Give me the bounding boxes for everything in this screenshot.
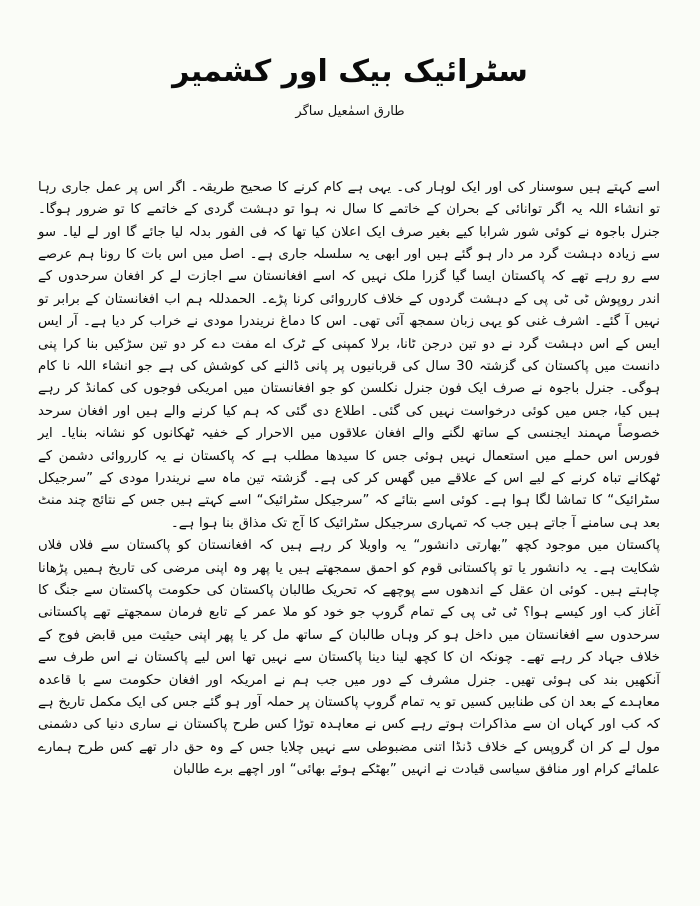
- article-body: [0, 121, 700, 782]
- article-masthead: [0, 0, 700, 121]
- article-byline: طارق اسمٰعیل ساگر: [295, 103, 405, 119]
- article-paragraph: پاکستان میں موجود کچھ ”بھارتی دانشور“ یہ واویلا کر رہے ہیں کہ افغانستان کو پاکستان سے فلاں فلاں شکایت ہے۔ یہ دانشور یا تو پاکستانی قوم کو احمق سمجھتے ہیں یا پھر وہ اپنی مرضی کی تاریخ ہمیں پڑھانا چاہتے ہیں۔ کوئی ان عقل کے اندھوں سے پوچھے کہ تحریک طالبان پاکستان کی حکومت پاکستان سے جنگ کا آغاز کب اور کیسے ہوا؟ ٹی ٹی پی کے تمام گروپ جو خود کو ملا عمر کے تابع فرمان سمجھتے تھے پاکستانی سرحدوں سے افغانستان میں داخل ہو کر وہاں طالبان کے ساتھ مل کر یا پھر اپنی حیثیت میں قابض فوج کے خلاف جہاد کر رہے تھے۔ چونکہ ان کا کچھ لینا دینا پاکستان سے نہیں تھا اس لیے پاکستان نے اس طرف سے آنکھیں بند کی ہوئی تھیں۔ جنرل مشرف کے دور میں جب ہم نے امریکہ اور افغان حکومت سے با قاعدہ معاہدے کے بعد ان کی طنابیں کسیں تو یہ تمام گروپ پاکستان پر حملہ آور ہو گئے جس کی ایک مکمل تاریخ ہے کہ کب اور کہاں ان سے مذاکرات ہوتے رہے کس نے معاہدہ توڑا کس طرح پاکستان نے ساری دنیا کی دشمنی مول لے کر ان گروپس کے خلاف ڈنڈا اتنی مضبوطی سے نہیں چلایا جس کے وہ حق دار تھے کس طرح ہمارے علمائے کرام اور منافق سیاسی قیادت نے انہیں ”بھٹکے ہوئے بھائی“ اور اچھے برے طالبان: [38, 538, 660, 778]
- article-paragraph: اسے کہتے ہیں سوسنار کی اور ایک لوہار کی۔ یہی ہے کام کرنے کا صحیح طریقہ۔ اگر اس پر عمل جاری رہا تو انشاء اللہ یہ اگر توانائی کے بحران کے خاتمے کا سال نہ ہوا تو دہشت گردی کے خاتمے کا تو ضرور ہوگا۔ جنرل باجوہ نے کوئی شور شرابا کیے بغیر صرف ایک اعلان کیا تھا کہ فی الفور بدلہ لیا جائے گا اور لے لیا۔ سو سے زیادہ دہشت گرد مر دار ہو گئے ہیں اور ابھی یہ سلسلہ جاری ہے۔ اصل میں اس بات کا رونا ہم عرصے سے رو رہے تھے کہ پاکستان ایسا گیا گزرا ملک نہیں کہ اسے افغانستان سے اجازت لے کر افغان سرحدوں کے اندر روپوش ٹی ٹی پی کے دہشت گردوں کے خلاف کارروائی کرنا پڑے۔ الحمدللہ ہم اب افغانستان کے برابر تو نہیں آ گئے۔ اشرف غنی کو یہی زبان سمجھ آئی تھی۔ اس کا دماغ نریندرا مودی نے خراب کر دیا ہے۔ آر ایس ایس کے اس دہشت گرد نے دو تین درجن ٹانا، برلا کمپنی کے ٹرک اے مفت دے کر دو تین سڑکیں بنا کرا پنی دانست میں پاکستان کی گزشتہ 30 سال کی قربانیوں پر پانی ڈالنے کی کوشش کی ہے جو انشاء اللہ نا کام ہوگی۔ جنرل باجوہ نے صرف ایک فون جنرل نکلسن کو جو افغانستان میں امریکی فوجوں کی کمانڈ کر رہے ہیں کیا، جس میں کوئی درخواست نہیں کی گئی۔ اطلاع دی گئی کہ ہم کیا کرنے والے ہیں اور افغان سرحد خصوصاً مہمند ایجنسی کے ساتھ لگنے والے افغان علاقوں میں الاحرار کے خفیہ ٹھکانوں کو نشانہ بنایا۔ ایر فورس اس حملے میں استعمال نہیں ہوئی جس کا سیدھا مطلب ہے کہ پاکستان نے یہ کارروائی دشمن کے ٹھکانے تباہ کرنے کے لیے اس کے علاقے میں گھس کر کی ہے۔ گزشتہ تین ماہ سے نریندرا مودی کے ”سرجیکل سٹرائیک“ کا تماشا لگا ہوا ہے۔ کوئی اسے بتائے کہ ”سرجیکل سٹرائیک“ اسے کہتے ہیں جس کے نتائج چند منٹ بعد ہی سامنے آ جاتے ہیں جب کہ تمہاری سرجیکل سٹرائیک کا آج تک مذاق بنا ہوا ہے۔: [38, 179, 660, 531]
- page-title: سٹرائیک بیک اور کشمیر: [172, 54, 528, 89]
